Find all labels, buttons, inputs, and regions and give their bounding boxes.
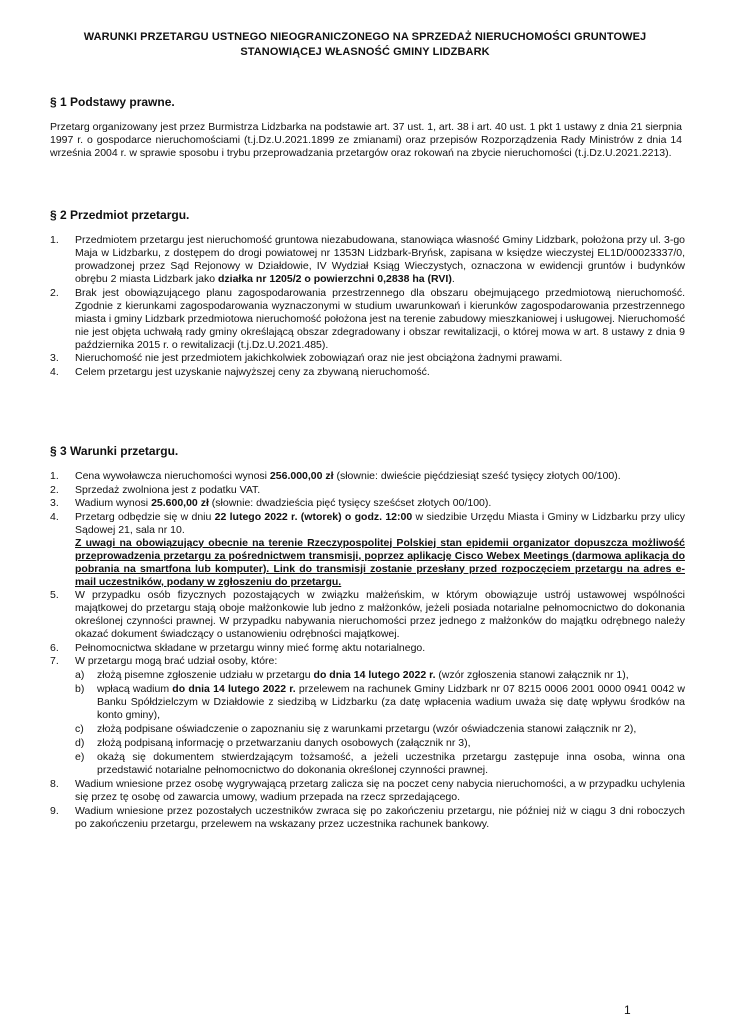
item-text-end: (wzór zgłoszenia stanowi załącznik nr 1),: [435, 669, 629, 681]
item-text: Sprzedaż zwolniona jest z podatku VAT.: [75, 483, 261, 496]
item-number: 7.: [50, 655, 59, 667]
section-2-list: [50, 234, 685, 379]
item-text: złożą pisemne zgłoszenie udziału w przetargu: [97, 669, 314, 681]
item-text: Nieruchomość nie jest przedmiotem jakichkolwiek zobowiązań oraz nie jest obciążona żadnymi prawami.: [75, 352, 563, 364]
item-text-end: (słownie: dwieście pięćdziesiąt sześć tysięcy złotych 00/100).: [333, 470, 621, 482]
item-text: W przetargu mogą brać udział osoby, które:: [75, 655, 278, 667]
item-number: 9.: [50, 804, 59, 817]
item-text-end: (słownie: dwadzieścia pięć tysięcy sześćset złotych 00/100).: [208, 497, 492, 509]
sub-list-item: [75, 751, 685, 777]
item-text: W przypadku osób fizycznych pozostających w związku małżeńskim, w którym obowiązuje ustrój ustawowej wspólności majątkowej do przetargu stają oboje małżonkowie lub jedno z małżonków, jeżeli posiada notarialne pełnomocnictwo do dokonania określonej czynności prawnej. W przypadku nabywania nieruchomości przez jednego z małżonków do majątku odrębnego należy okazać dokument świadczący o ustanowieniu odrębności majątkowej.: [75, 589, 685, 640]
list-item: [50, 655, 685, 777]
sub-item-letter: c): [75, 723, 84, 735]
document-title: [40, 30, 690, 60]
item-text: Przetarg odbędzie się w dniu: [75, 510, 215, 523]
sub-item-letter: a): [75, 669, 85, 681]
list-item: [50, 484, 685, 497]
section-1-heading: § 1 Podstawy prawne.: [50, 95, 175, 109]
item-text: Brak jest obowiązującego planu zagospodarowania przestrzennego dla obszaru obejmującego przedmiotową nieruchomość. Zgodnie z kierunkami zagospodarowania wyznaczonymi w studium uwarunkowań i kierunków zagospodarowania przestrzennego miasta i gminy Lidzbark przedmiotowa nieruchomość położona jest na terenie zabudowy mieszkaniowej i usługowej. Nieruchomość nie jest objęta uchwałą rady gminy określającą obszar zdegradowany i obszar rewitalizacji, o której mowa w art. 8 ustawy z dnia 9 października 2015 r. o rewitalizacji (t.j.Dz.U.2021.485).: [75, 286, 685, 351]
item-text-end: w siedzibie Urzędu Miasta i Gminy w Lidzbarku przy ulicy Sądowej 21, sala nr 10.: [75, 510, 685, 536]
list-item: [50, 352, 685, 365]
item-text: Wadium wynosi: [75, 497, 152, 509]
item-text: Cena wywoławcza nieruchomości wynosi: [75, 470, 270, 482]
page-number: 1: [624, 1003, 631, 1017]
sub-list: [75, 669, 685, 777]
item-text-bold: 25.600,00 zł: [151, 497, 209, 509]
sub-list-item: [75, 737, 685, 750]
item-text-end: przelewem na rachunek Gminy Lidzbark nr 07 8215 0006 2001 0000 0941 0042 w Banku Spółdzielczym w Działdowie z siedzibą w Lidzbarku (za datę wpłacenia wadium uważa się datę wpływu środków na konto gminy),: [97, 683, 685, 721]
section-2-heading: § 2 Przedmiot przetargu.: [50, 208, 190, 222]
section-3-heading: § 3 Warunki przetargu.: [50, 444, 179, 458]
item-text-bold: działka nr 1205/2 o powierzchni 0,2838 ha (RVI): [218, 273, 452, 285]
list-item: [50, 589, 685, 641]
section-3-list: [50, 470, 685, 831]
item-number: 2.: [50, 483, 59, 496]
item-number: 8.: [50, 778, 59, 790]
item-text: Wadium wniesione przez pozostałych uczestników zwraca się po zakończeniu przetargu, nie później niż w ciągu 3 dni roboczych po zakończeniu przetargu, przelewem na wskazany przez uczestnika rachunek bankowy.: [75, 804, 685, 830]
item-text: Przedmiotem przetargu jest nieruchomość gruntowa niezabudowana, stanowiąca własność Gminy Lidzbark, położona przy ul. 3-go Maja w Lidzbarku, z dostępem do drogi powiatowej nr 1353N Lidzbark-Bryńsk, zapisana w księdze wieczystej EL1D/00023337/0, prowadzonej przez Sąd Rejonowy w Działdowie, IV Wydział Ksiąg Wieczystych, oznaczona w ewidencji gruntów i budynków obrębu 2 miasta Lidzbark jako: [75, 234, 685, 285]
item-text-bold: 22 lutego 2022 r. (wtorek) o godz. 12:00: [214, 510, 413, 523]
sub-list-item: [75, 669, 685, 682]
title-line-1: WARUNKI PRZETARGU USTNEGO NIEOGRANICZONEGO NA SPRZEDAŻ NIERUCHOMOŚCI GRUNTOWEJ: [83, 31, 647, 43]
item-number: 2.: [50, 286, 59, 299]
section-1-text: Przetarg organizowany jest przez Burmistrza Lidzbarka na podstawie art. 37 ust. 1, art. 38 i art. 40 ust. 1 pkt 1 ustawy z dnia 21 sierpnia 1997 r. o gospodarce nieruchomościami (t.j.Dz.U.2021.1899 ze zmianami) oraz przepisów Rozporządzenia Rady Ministrów z dnia 14 września 2004 r. w sprawie sposobu i trybu przeprowadzania przetargów oraz rokowań na zbycie nieruchomości (t.j.Dz.U.2021.2213).: [50, 121, 682, 160]
item-text-end: .: [451, 273, 455, 285]
list-item: [50, 497, 685, 510]
item-text: wpłacą wadium: [97, 683, 173, 695]
item-text: złożą podpisane oświadczenie o zapoznaniu się z warunkami przetargu (wzór oświadczenia stanowi załącznik nr 2),: [97, 723, 637, 735]
sub-list-item: [75, 683, 685, 722]
list-item: [50, 642, 685, 655]
item-text: Pełnomocnictwa składane w przetargu winny mieć formę aktu notarialnego.: [75, 641, 426, 654]
item-number: 3.: [50, 497, 59, 509]
sub-list-item: [75, 723, 685, 736]
sub-item-letter: d): [75, 737, 85, 749]
item-number: 1.: [50, 234, 59, 246]
item-number: 1.: [50, 470, 59, 482]
item-text-bold: do dnia 14 lutego 2022 r.: [172, 683, 296, 695]
title-line-2: STANOWIĄCEJ WŁASNOŚĆ GMINY LIDZBARK: [240, 46, 490, 58]
item-text-bold: 256.000,00 zł: [269, 470, 334, 482]
item-number: 3.: [50, 352, 59, 364]
list-item: [50, 805, 685, 831]
list-item: [50, 366, 685, 379]
item-number: 5.: [50, 589, 59, 601]
item-text: Celem przetargu jest uzyskanie najwyższej ceny za zbywaną nieruchomość.: [75, 365, 430, 378]
item-text-bold: do dnia 14 lutego 2022 r.: [313, 669, 436, 681]
item-text: złożą podpisaną informację o przetwarzaniu danych osobowych (załącznik nr 3),: [97, 737, 471, 749]
online-transmission-notice: Z uwagi na obowiązujący obecnie na terenie Rzeczypospolitej Polskiej stan epidemii organizator dopuszcza możliwość przeprowadzenia przetargu za pośrednictwem transmisji, poprzez aplikację Cisco Webex Meetings (darmowa aplikacja do pobrania na smartfona lub komputer). Link do transmisji zostanie przesłany przed rozpoczęciem przetargu na adres e-mail uczestników, podany w zgłoszeniu do przetargu.: [75, 536, 685, 588]
sub-item-letter: b): [75, 683, 85, 695]
item-text: Wadium wniesione przez osobę wygrywającą przetarg zalicza się na poczet ceny nabycia nieruchomości, a w przypadku uchylenia się przez tę osobę od zawarcia umowy, wadium przepada na rzecz sprzedającego.: [75, 778, 685, 803]
list-item: [50, 234, 685, 286]
list-item: [50, 778, 685, 804]
item-text: okażą się dokumentem stwierdzającym tożsamość, a jeżeli uczestnika przetargu zastępuje inna osoba, winna ona przedstawić notarialne pełnomocnictwo do dokonania określonej czynności prawnej.: [97, 751, 685, 776]
list-item: [50, 511, 685, 589]
item-number: 4.: [50, 365, 59, 378]
list-item: [50, 470, 685, 483]
item-number: 6.: [50, 641, 59, 654]
sub-item-letter: e): [75, 751, 85, 763]
item-number: 4.: [50, 510, 59, 523]
list-item: [50, 287, 685, 352]
